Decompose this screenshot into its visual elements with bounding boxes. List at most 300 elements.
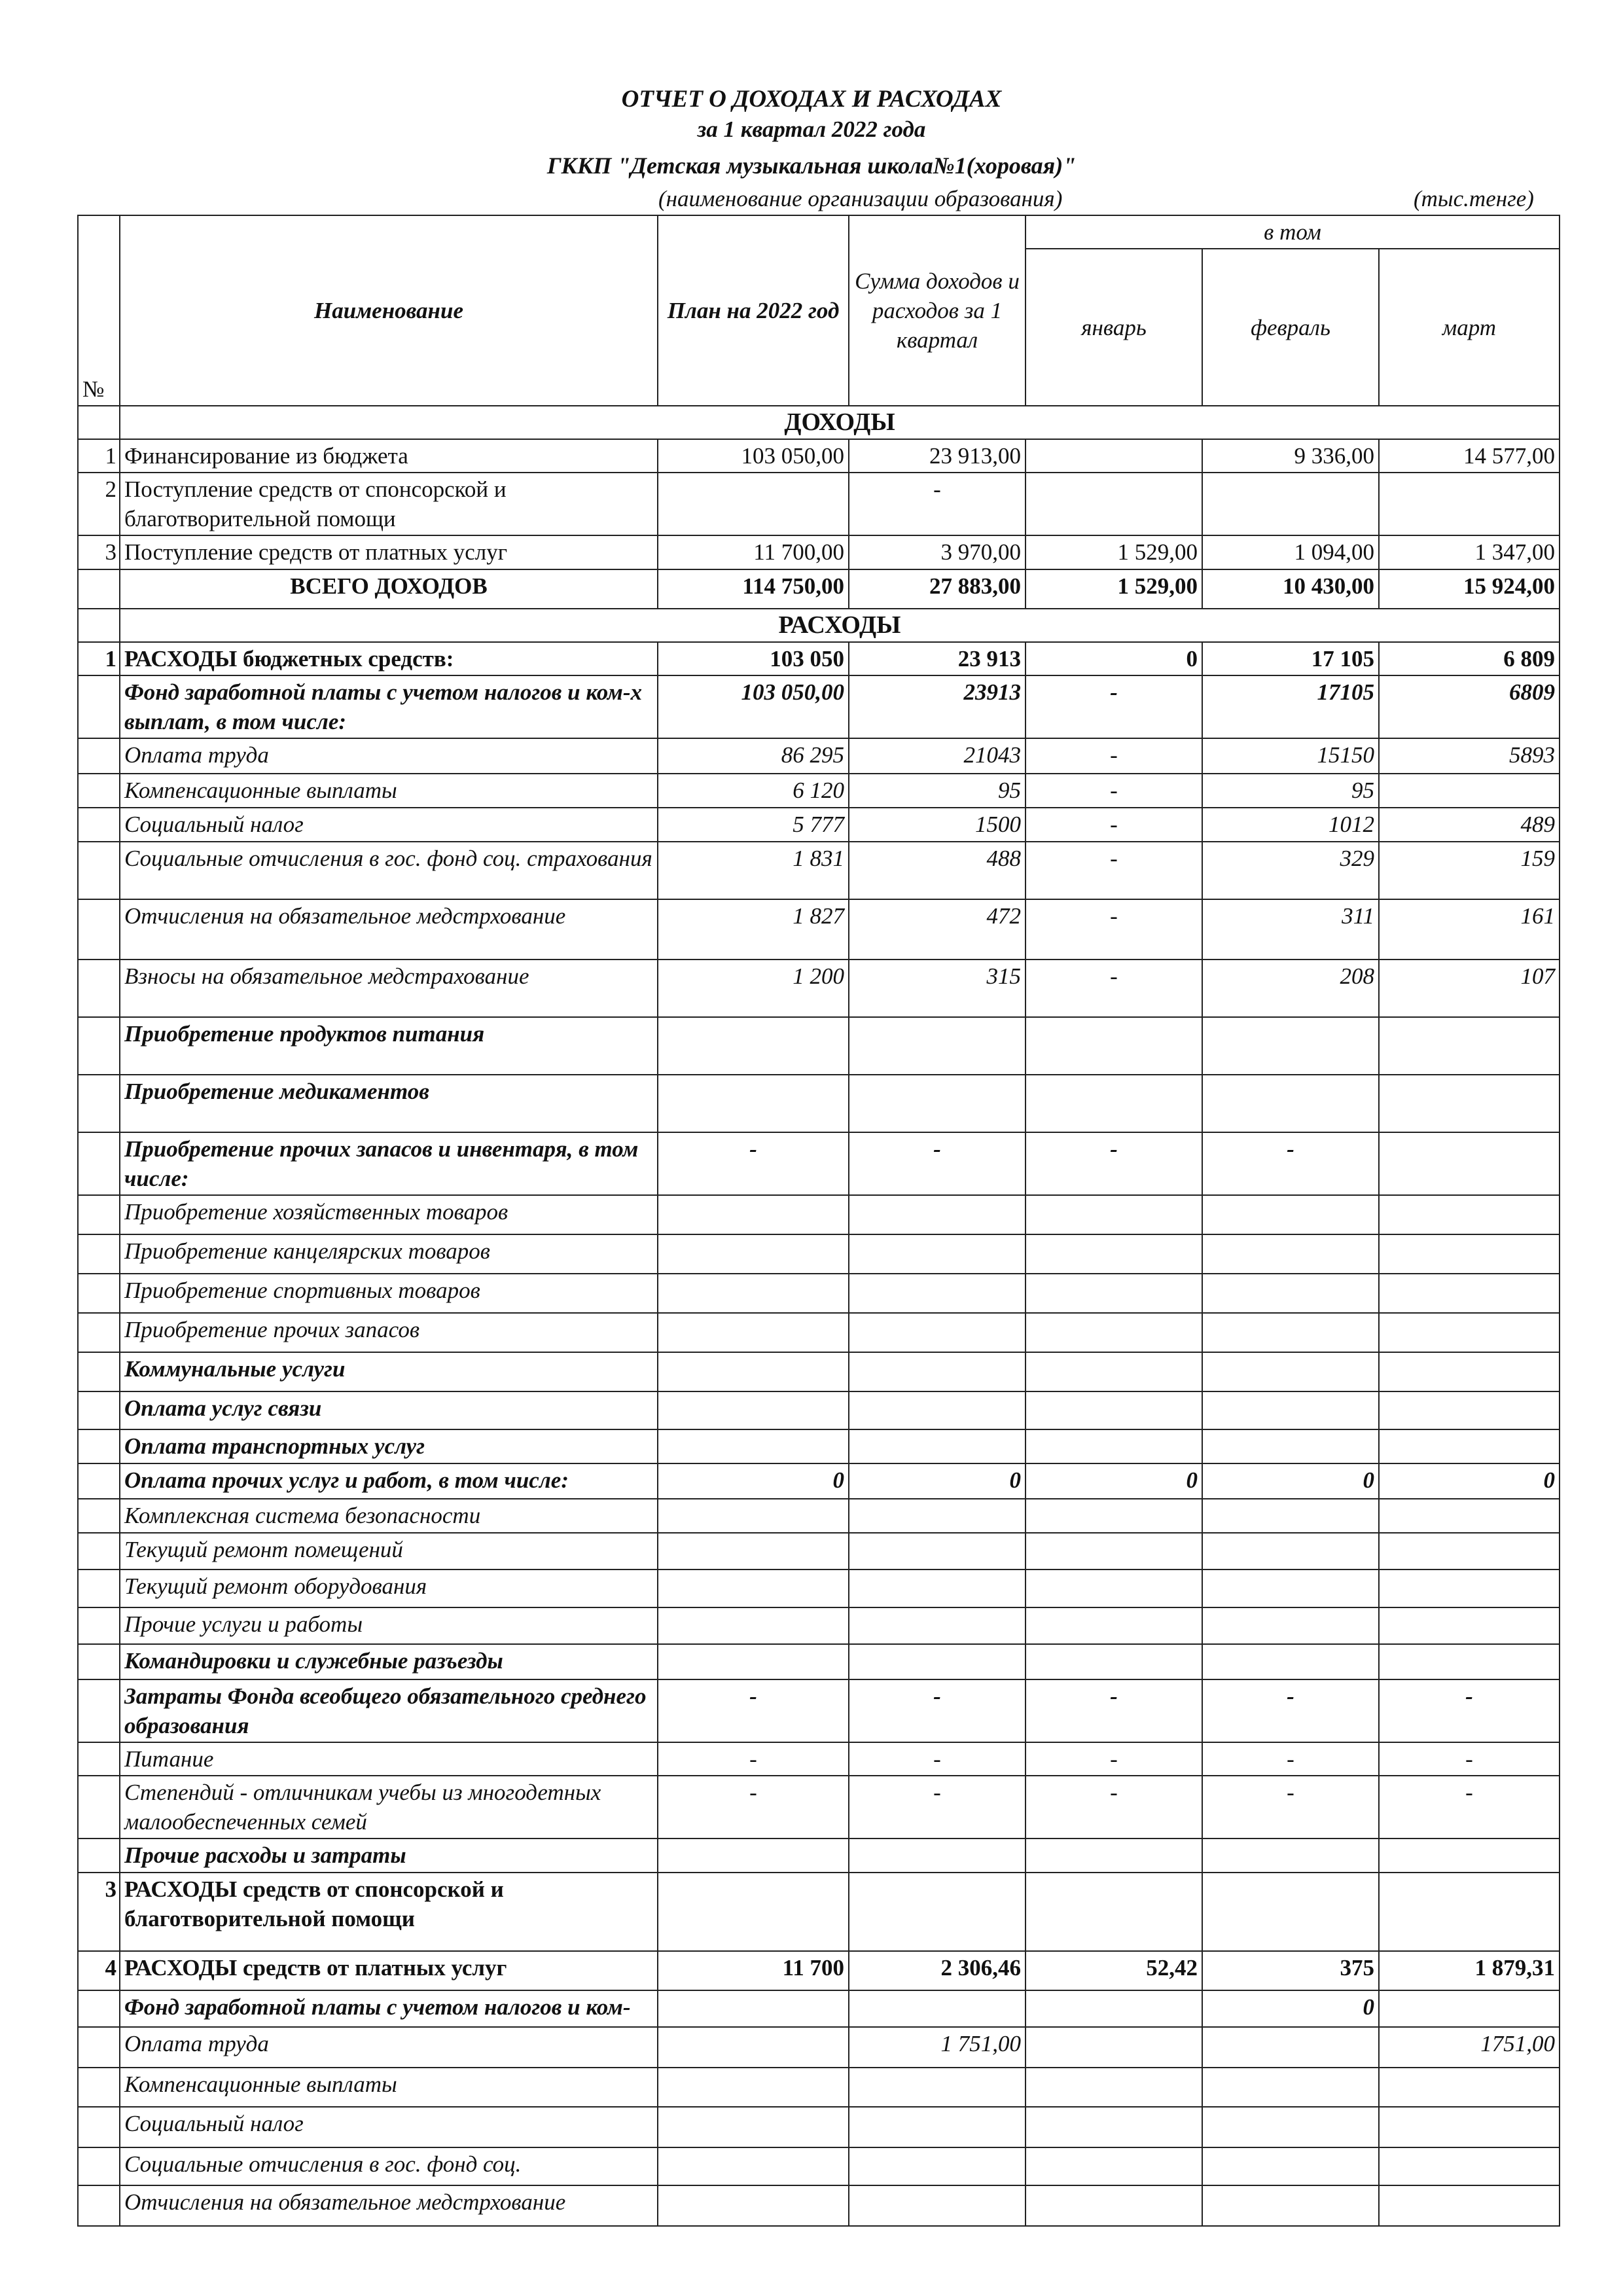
report-table: [77, 215, 1560, 2227]
cell-jan: [1026, 1607, 1202, 1644]
row-number: [78, 738, 120, 774]
cell-plan: [658, 1644, 849, 1679]
row-number: [78, 1075, 120, 1132]
cell-plan: 86 295: [658, 738, 849, 774]
cell-plan: [658, 1533, 849, 1570]
cell-feb: 1 094,00: [1202, 535, 1379, 569]
cell-plan: 103 050: [658, 642, 849, 675]
row-name: РАСХОДЫ бюджетных средств:: [120, 642, 658, 675]
row-name: Отчисления на обязательное медстрхование: [120, 899, 658, 960]
cell-mar: [1379, 473, 1560, 535]
expense-section-header: РАСХОДЫ: [120, 609, 1560, 642]
row-name: Приобретение медикаментов: [120, 1075, 658, 1132]
cell-sum: [849, 1990, 1026, 2027]
cell-mar: 161: [1379, 899, 1560, 960]
cell-feb: 375: [1202, 1951, 1379, 1990]
row-number: 1: [78, 439, 120, 473]
cell-sum: 2 306,46: [849, 1951, 1026, 1990]
row-name: Взносы на обязательное медстрахование: [120, 960, 658, 1017]
cell-feb: -: [1202, 1742, 1379, 1776]
row-name: Поступление средств от платных услуг: [120, 535, 658, 569]
cell-jan: 0: [1026, 1463, 1202, 1499]
row-name: Оплата транспортных услуг: [120, 1429, 658, 1463]
cell-mar: -: [1379, 1679, 1560, 1742]
expense-row: [78, 1873, 1560, 1951]
cell-mar: [1379, 1352, 1560, 1391]
cell-sum: [849, 2068, 1026, 2107]
table-header-row: [78, 215, 1560, 249]
cell-mar: 15 924,00: [1379, 569, 1560, 609]
row-name: Отчисления на обязательное медстрхование: [120, 2185, 658, 2226]
cell-jan: [1026, 1313, 1202, 1352]
cell-sum: 23 913,00: [849, 439, 1026, 473]
expense-section-header-row: [78, 609, 1560, 642]
cell-plan: [658, 2185, 849, 2226]
expense-row: [78, 1951, 1560, 1990]
cell-jan: [1026, 1499, 1202, 1533]
row-number: [78, 960, 120, 1017]
row-number: [78, 1195, 120, 1234]
cell-mar: [1379, 1873, 1560, 1951]
cell-jan: -: [1026, 899, 1202, 960]
row-number: [78, 1234, 120, 1274]
cell-plan: -: [658, 1132, 849, 1195]
row-number: [78, 2147, 120, 2185]
cell-sum: [849, 1499, 1026, 1533]
row-number: [78, 675, 120, 738]
expense-row: [78, 1776, 1560, 1839]
row-number: [78, 1990, 120, 2027]
cell-plan: [658, 2147, 849, 2185]
cell-feb: [1202, 473, 1379, 535]
cell-feb: 95: [1202, 774, 1379, 808]
units-label: (тыс.тенге): [1414, 186, 1534, 211]
row-name: Оплата труда: [120, 2027, 658, 2068]
cell-jan: [1026, 1533, 1202, 1570]
cell-mar: [1379, 1607, 1560, 1644]
cell-mar: [1379, 2068, 1560, 2107]
expense-row: [78, 1990, 1560, 2027]
cell-sum: 27 883,00: [849, 569, 1026, 609]
row-number: 2: [78, 473, 120, 535]
cell-plan: [658, 1839, 849, 1873]
cell-jan: 1 529,00: [1026, 535, 1202, 569]
cell-mar: [1379, 1234, 1560, 1274]
expense-row: [78, 1195, 1560, 1234]
cell-plan: [658, 1234, 849, 1274]
cell-feb: [1202, 1017, 1379, 1075]
cell-sum: [849, 1234, 1026, 1274]
cell-sum: 488: [849, 842, 1026, 899]
cell-jan: -: [1026, 842, 1202, 899]
cell-plan: [658, 2107, 849, 2147]
cell-jan: 52,42: [1026, 1951, 1202, 1990]
cell-jan: -: [1026, 1742, 1202, 1776]
row-number: [78, 808, 120, 842]
cell-plan: 5 777: [658, 808, 849, 842]
cell-feb: 311: [1202, 899, 1379, 960]
cell-jan: 1 529,00: [1026, 569, 1202, 609]
total-income-row: [78, 569, 1560, 609]
col-no-header: №: [78, 215, 120, 406]
cell-sum: [849, 2147, 1026, 2185]
expense-row: [78, 842, 1560, 899]
row-name: Командировки и служебные разъезды: [120, 1644, 658, 1679]
expense-row: [78, 1499, 1560, 1533]
cell-feb: [1202, 1391, 1379, 1429]
cell-mar: -: [1379, 1742, 1560, 1776]
cell-sum: 472: [849, 899, 1026, 960]
cell-mar: [1379, 1274, 1560, 1313]
expense-row: [78, 738, 1560, 774]
cell-feb: [1202, 1839, 1379, 1873]
expense-row: [78, 1017, 1560, 1075]
cell-mar: [1379, 1644, 1560, 1679]
cell-jan: [1026, 1017, 1202, 1075]
cell-sum: [849, 1873, 1026, 1951]
cell-jan: [1026, 2147, 1202, 2185]
cell-plan: [658, 1873, 849, 1951]
cell-jan: [1026, 1873, 1202, 1951]
cell-mar: 1751,00: [1379, 2027, 1560, 2068]
section-no-cell: [78, 609, 120, 642]
cell-sum: 23 913: [849, 642, 1026, 675]
row-name: Социальный налог: [120, 2107, 658, 2147]
cell-mar: [1379, 1429, 1560, 1463]
cell-mar: [1379, 1075, 1560, 1132]
cell-mar: 6809: [1379, 675, 1560, 738]
row-number: 3: [78, 1873, 120, 1951]
row-number: 3: [78, 535, 120, 569]
cell-mar: 0: [1379, 1463, 1560, 1499]
row-name: Оплата труда: [120, 738, 658, 774]
expense-row: [78, 2107, 1560, 2147]
cell-jan: -: [1026, 808, 1202, 842]
cell-sum: [849, 1839, 1026, 1873]
row-number: [78, 1607, 120, 1644]
cell-mar: [1379, 1391, 1560, 1429]
cell-feb: 1012: [1202, 808, 1379, 842]
row-number: [78, 1391, 120, 1429]
cell-jan: [1026, 1990, 1202, 2027]
cell-feb: [1202, 1429, 1379, 1463]
cell-plan: [658, 1313, 849, 1352]
expense-row: [78, 2027, 1560, 2068]
row-name: Приобретение спортивных товаров: [120, 1274, 658, 1313]
cell-jan: -: [1026, 774, 1202, 808]
expense-row: [78, 899, 1560, 960]
expense-row: [78, 1313, 1560, 1352]
cell-jan: [1026, 1075, 1202, 1132]
row-name: Затраты Фонда всеобщего обязательного среднего образования: [120, 1679, 658, 1742]
row-number: [78, 1742, 120, 1776]
cell-sum: [849, 1429, 1026, 1463]
cell-sum: [849, 1391, 1026, 1429]
row-name: Прочие услуги и работы: [120, 1607, 658, 1644]
cell-plan: [658, 1075, 849, 1132]
cell-mar: [1379, 1132, 1560, 1195]
row-number: [78, 2068, 120, 2107]
cell-sum: -: [849, 1776, 1026, 1839]
cell-jan: [1026, 2185, 1202, 2226]
row-number: [78, 1352, 120, 1391]
expense-row: [78, 1352, 1560, 1391]
cell-jan: -: [1026, 960, 1202, 1017]
cell-jan: [1026, 1352, 1202, 1391]
expense-row: [78, 1533, 1560, 1570]
row-number: [78, 1839, 120, 1873]
cell-plan: -: [658, 1742, 849, 1776]
cell-mar: [1379, 1195, 1560, 1234]
cell-feb: [1202, 2185, 1379, 2226]
cell-plan: [658, 1391, 849, 1429]
row-number: [78, 2185, 120, 2226]
expense-row: [78, 642, 1560, 675]
cell-mar: 5893: [1379, 738, 1560, 774]
row-name: ВСЕГО ДОХОДОВ: [120, 569, 658, 609]
cell-feb: 9 336,00: [1202, 439, 1379, 473]
cell-feb: -: [1202, 1132, 1379, 1195]
cell-sum: [849, 1533, 1026, 1570]
cell-plan: [658, 2068, 849, 2107]
expense-row: [78, 1463, 1560, 1499]
expense-row: [78, 774, 1560, 808]
cell-mar: [1379, 1533, 1560, 1570]
cell-feb: 208: [1202, 960, 1379, 1017]
cell-feb: [1202, 2068, 1379, 2107]
expense-row: [78, 1075, 1560, 1132]
row-number: [78, 1274, 120, 1313]
cell-plan: -: [658, 1776, 849, 1839]
expense-row: [78, 1679, 1560, 1742]
cell-jan: [1026, 1839, 1202, 1873]
col-sum-header: Сумма доходов и расходов за 1 квартал: [849, 215, 1026, 406]
income-row: [78, 439, 1560, 473]
cell-plan: [658, 1017, 849, 1075]
income-section-header-row: [78, 406, 1560, 439]
cell-sum: -: [849, 1679, 1026, 1742]
row-number: [78, 774, 120, 808]
row-name: Фонд заработной платы с учетом налогов и ком-: [120, 1990, 658, 2027]
cell-jan: [1026, 1274, 1202, 1313]
cell-plan: [658, 1274, 849, 1313]
col-plan-header: План на 2022 год: [658, 215, 849, 406]
row-number: 4: [78, 1951, 120, 1990]
row-number: [78, 1570, 120, 1607]
col-mar-header: март: [1379, 249, 1560, 406]
cell-feb: 329: [1202, 842, 1379, 899]
cell-plan: 11 700: [658, 1951, 849, 1990]
cell-mar: [1379, 2107, 1560, 2147]
expense-row: [78, 1429, 1560, 1463]
cell-plan: 1 831: [658, 842, 849, 899]
cell-mar: 107: [1379, 960, 1560, 1017]
expense-row: [78, 1132, 1560, 1195]
cell-jan: -: [1026, 1132, 1202, 1195]
row-number: [78, 1429, 120, 1463]
row-name: Коммунальные услуги: [120, 1352, 658, 1391]
cell-feb: [1202, 1313, 1379, 1352]
cell-plan: 6 120: [658, 774, 849, 808]
cell-sum: [849, 1607, 1026, 1644]
row-name: Компенсационные выплаты: [120, 774, 658, 808]
cell-mar: [1379, 1990, 1560, 2027]
cell-sum: 1 751,00: [849, 2027, 1026, 2068]
cell-mar: [1379, 774, 1560, 808]
row-name: Приобретение прочих запасов и инвентаря, в том числе:: [120, 1132, 658, 1195]
col-group-header: в том: [1026, 215, 1560, 249]
cell-feb: [1202, 2107, 1379, 2147]
row-number: [78, 1533, 120, 1570]
cell-sum: 23913: [849, 675, 1026, 738]
expense-row: [78, 2147, 1560, 2185]
cell-mar: [1379, 2185, 1560, 2226]
cell-jan: [1026, 1429, 1202, 1463]
col-jan-header: январь: [1026, 249, 1202, 406]
cell-jan: [1026, 1644, 1202, 1679]
cell-plan: [658, 2027, 849, 2068]
cell-plan: -: [658, 1679, 849, 1742]
cell-jan: [1026, 1195, 1202, 1234]
cell-jan: [1026, 439, 1202, 473]
cell-feb: 0: [1202, 1990, 1379, 2027]
row-number: [78, 1017, 120, 1075]
cell-feb: [1202, 1644, 1379, 1679]
cell-plan: [658, 1499, 849, 1533]
cell-feb: [1202, 1499, 1379, 1533]
cell-plan: [658, 1607, 849, 1644]
row-number: [78, 2027, 120, 2068]
cell-sum: -: [849, 1132, 1026, 1195]
cell-feb: [1202, 1195, 1379, 1234]
row-name: Степендий - отличникам учебы из многодетных малообеспеченных семей: [120, 1776, 658, 1839]
cell-sum: 0: [849, 1463, 1026, 1499]
row-number: [78, 1679, 120, 1742]
cell-sum: 95: [849, 774, 1026, 808]
row-number: [78, 1132, 120, 1195]
row-number: [78, 1776, 120, 1839]
col-name-header: Наименование: [120, 215, 658, 406]
cell-sum: 3 970,00: [849, 535, 1026, 569]
expense-row: [78, 1391, 1560, 1429]
cell-jan: [1026, 2107, 1202, 2147]
cell-jan: -: [1026, 675, 1202, 738]
cell-feb: [1202, 1274, 1379, 1313]
cell-plan: [658, 1195, 849, 1234]
cell-sum: [849, 1313, 1026, 1352]
cell-mar: 6 809: [1379, 642, 1560, 675]
report-period: за 1 квартал 2022 года: [697, 117, 926, 142]
expense-row: [78, 1570, 1560, 1607]
cell-mar: 14 577,00: [1379, 439, 1560, 473]
cell-jan: [1026, 473, 1202, 535]
expense-row: [78, 2185, 1560, 2226]
cell-feb: [1202, 1533, 1379, 1570]
cell-sum: [849, 2185, 1026, 2226]
cell-sum: [849, 1075, 1026, 1132]
cell-mar: [1379, 1313, 1560, 1352]
cell-sum: [849, 1017, 1026, 1075]
cell-plan: 114 750,00: [658, 569, 849, 609]
section-no-cell: [78, 406, 120, 439]
expense-row: [78, 1839, 1560, 1873]
expense-row: [78, 1274, 1560, 1313]
cell-plan: 1 827: [658, 899, 849, 960]
row-name: Приобретение хозяйственных товаров: [120, 1195, 658, 1234]
col-feb-header: февраль: [1202, 249, 1379, 406]
cell-mar: 1 347,00: [1379, 535, 1560, 569]
cell-sum: 1500: [849, 808, 1026, 842]
expense-row: [78, 808, 1560, 842]
cell-sum: [849, 1352, 1026, 1391]
cell-mar: [1379, 1017, 1560, 1075]
cell-mar: [1379, 2147, 1560, 2185]
row-number: [78, 1499, 120, 1533]
cell-jan: [1026, 1234, 1202, 1274]
expense-row: [78, 1742, 1560, 1776]
cell-jan: [1026, 1391, 1202, 1429]
cell-sum: [849, 2107, 1026, 2147]
cell-plan: [658, 1990, 849, 2027]
cell-mar: 1 879,31: [1379, 1951, 1560, 1990]
row-name: Приобретение продуктов питания: [120, 1017, 658, 1075]
row-name: Комплексная система безопасности: [120, 1499, 658, 1533]
cell-sum: [849, 1195, 1026, 1234]
cell-feb: 15150: [1202, 738, 1379, 774]
cell-sum: [849, 1274, 1026, 1313]
cell-plan: [658, 1570, 849, 1607]
cell-feb: 17 105: [1202, 642, 1379, 675]
cell-plan: 1 200: [658, 960, 849, 1017]
row-name: Текущий ремонт помещений: [120, 1533, 658, 1570]
expense-row: [78, 1607, 1560, 1644]
row-name: Поступление средств от спонсорской и благотворительной помощи: [120, 473, 658, 535]
row-number: [78, 1463, 120, 1499]
expense-row: [78, 675, 1560, 738]
row-number: [78, 1644, 120, 1679]
cell-sum: [849, 1644, 1026, 1679]
row-name: Финансирование из бюджета: [120, 439, 658, 473]
cell-feb: [1202, 2027, 1379, 2068]
income-section-header: ДОХОДЫ: [120, 406, 1560, 439]
cell-feb: 10 430,00: [1202, 569, 1379, 609]
row-number: 1: [78, 642, 120, 675]
cell-feb: [1202, 1607, 1379, 1644]
row-name: РАСХОДЫ средств от платных услуг: [120, 1951, 658, 1990]
cell-plan: 103 050,00: [658, 439, 849, 473]
cell-feb: [1202, 1352, 1379, 1391]
cell-feb: [1202, 1873, 1379, 1951]
cell-sum: -: [849, 1742, 1026, 1776]
cell-sum: 21043: [849, 738, 1026, 774]
cell-plan: 0: [658, 1463, 849, 1499]
row-name: Фонд заработной платы с учетом налогов и ком-х выплат, в том числе:: [120, 675, 658, 738]
cell-plan: [658, 1352, 849, 1391]
cell-feb: -: [1202, 1776, 1379, 1839]
cell-mar: [1379, 1570, 1560, 1607]
cell-sum: 315: [849, 960, 1026, 1017]
row-name: Компенсационные выплаты: [120, 2068, 658, 2107]
cell-feb: [1202, 2147, 1379, 2185]
cell-jan: [1026, 2068, 1202, 2107]
row-name: Социальные отчисления в гос. фонд соц. страхования: [120, 842, 658, 899]
organization-caption: (наименование организации образования): [658, 186, 1063, 211]
row-number: [78, 842, 120, 899]
expense-row: [78, 2068, 1560, 2107]
cell-plan: [658, 473, 849, 535]
cell-plan: 103 050,00: [658, 675, 849, 738]
cell-jan: -: [1026, 1776, 1202, 1839]
